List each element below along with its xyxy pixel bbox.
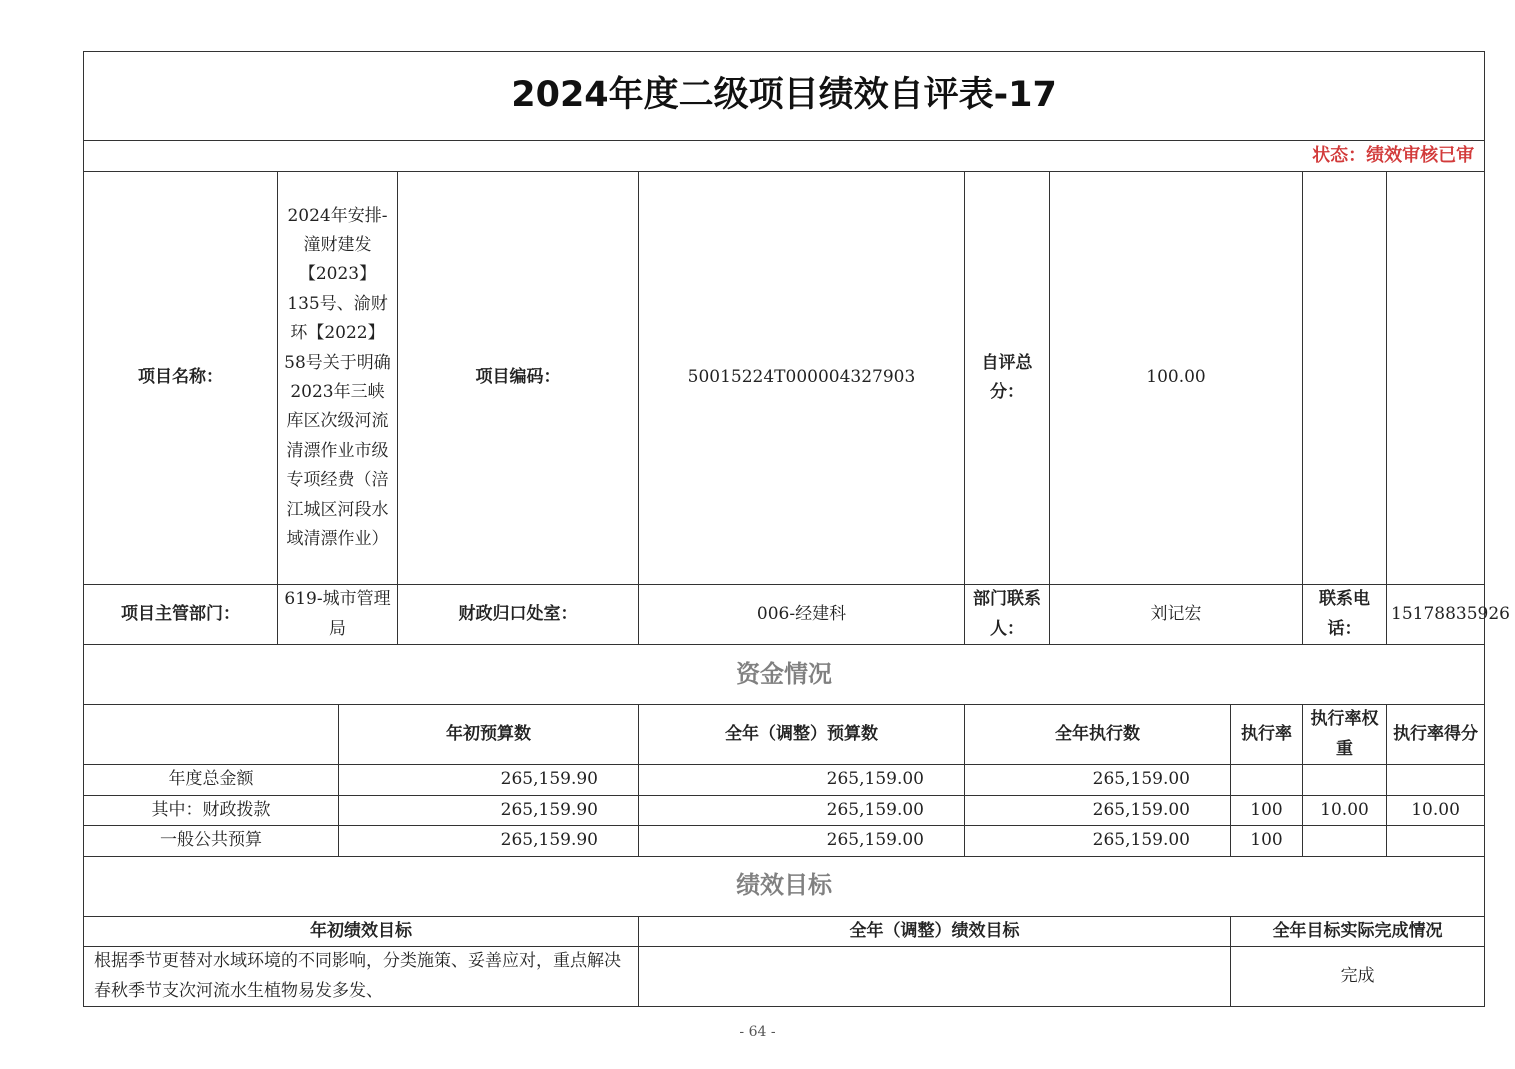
phone-label: 联系电话： xyxy=(1303,585,1387,645)
funds-rate: 100 xyxy=(1231,826,1303,857)
funds-header-executed: 全年执行数 xyxy=(965,705,1231,765)
table-row xyxy=(84,826,1485,857)
contact-label: 部门联系人： xyxy=(965,585,1050,645)
funds-score: 10.00 xyxy=(1387,795,1485,826)
funds-row-label: 一般公共预算 xyxy=(84,826,339,857)
funds-executed: 265,159.00 xyxy=(965,826,1231,857)
funds-header-score: 执行率得分 xyxy=(1387,705,1485,765)
goals-completion-text: 完成 xyxy=(1231,947,1485,1007)
funds-header-weight: 执行率权重 xyxy=(1303,705,1387,765)
goals-initial-text: 根据季节更替对水域环境的不同影响，分类施策、妥善应对，重点解决春秋季节支次河流水生植物易发多发、 xyxy=(84,947,639,1007)
funds-initial: 265,159.90 xyxy=(339,795,639,826)
dept-value: 619-城市管理局 xyxy=(278,585,398,645)
empty-cell xyxy=(1387,172,1485,585)
table-row xyxy=(84,765,1485,796)
finance-office-label: 财政归口处室： xyxy=(398,585,639,645)
funds-executed: 265,159.00 xyxy=(965,795,1231,826)
empty-cell xyxy=(1303,172,1387,585)
goals-header-initial: 年初绩效目标 xyxy=(84,916,639,947)
funds-weight xyxy=(1303,826,1387,857)
evaluation-table xyxy=(83,51,1510,1007)
funds-row-label: 其中：财政拨款 xyxy=(84,795,339,826)
funds-adjusted: 265,159.00 xyxy=(639,826,965,857)
table-row xyxy=(84,947,1485,1007)
goals-header-adjusted: 全年（调整）绩效目标 xyxy=(639,916,1231,947)
funds-header-rate: 执行率 xyxy=(1231,705,1303,765)
evaluation-sheet xyxy=(83,51,1510,1007)
goals-adjusted-text xyxy=(639,947,1231,1007)
funds-executed: 265,159.00 xyxy=(965,765,1231,796)
status-badge: 状态：绩效审核已审 xyxy=(84,141,1485,172)
funds-header-adjusted: 全年（调整）预算数 xyxy=(639,705,965,765)
funds-row-label: 年度总金额 xyxy=(84,765,339,796)
funds-score xyxy=(1387,826,1485,857)
funds-weight xyxy=(1303,765,1387,796)
table-row xyxy=(84,795,1485,826)
funds-initial: 265,159.90 xyxy=(339,826,639,857)
finance-office-value: 006-经建科 xyxy=(639,585,965,645)
goals-header-completion: 全年目标实际完成情况 xyxy=(1231,916,1485,947)
dept-label: 项目主管部门： xyxy=(84,585,278,645)
funds-header-initial: 年初预算数 xyxy=(339,705,639,765)
project-name-value: 2024年安排-潼财建发【2023】135号、渝财环【2022】58号关于明确2023年三峡库区次级河流清漂作业市级专项经费（涪江城区河段水域清漂作业） xyxy=(278,172,398,585)
self-score-label: 自评总分： xyxy=(965,172,1050,585)
project-code-label: 项目编码： xyxy=(398,172,639,585)
funds-header-blank xyxy=(84,705,339,765)
funds-adjusted: 265,159.00 xyxy=(639,765,965,796)
funds-weight: 10.00 xyxy=(1303,795,1387,826)
page-title: 2024年度二级项目绩效自评表-17 xyxy=(84,52,1485,141)
goals-section-title: 绩效目标 xyxy=(84,856,1485,916)
funds-rate: 100 xyxy=(1231,795,1303,826)
self-score-value: 100.00 xyxy=(1050,172,1303,585)
funds-initial: 265,159.90 xyxy=(339,765,639,796)
page-number: - 64 - xyxy=(739,1024,776,1040)
project-code-value: 50015224T000004327903 xyxy=(639,172,965,585)
phone-value: 15178835926 xyxy=(1387,585,1485,645)
funds-adjusted: 265,159.00 xyxy=(639,795,965,826)
contact-value: 刘记宏 xyxy=(1050,585,1303,645)
funds-rate xyxy=(1231,765,1303,796)
funds-score xyxy=(1387,765,1485,796)
project-name-label: 项目名称： xyxy=(84,172,278,585)
funds-section-title: 资金情况 xyxy=(84,645,1485,705)
